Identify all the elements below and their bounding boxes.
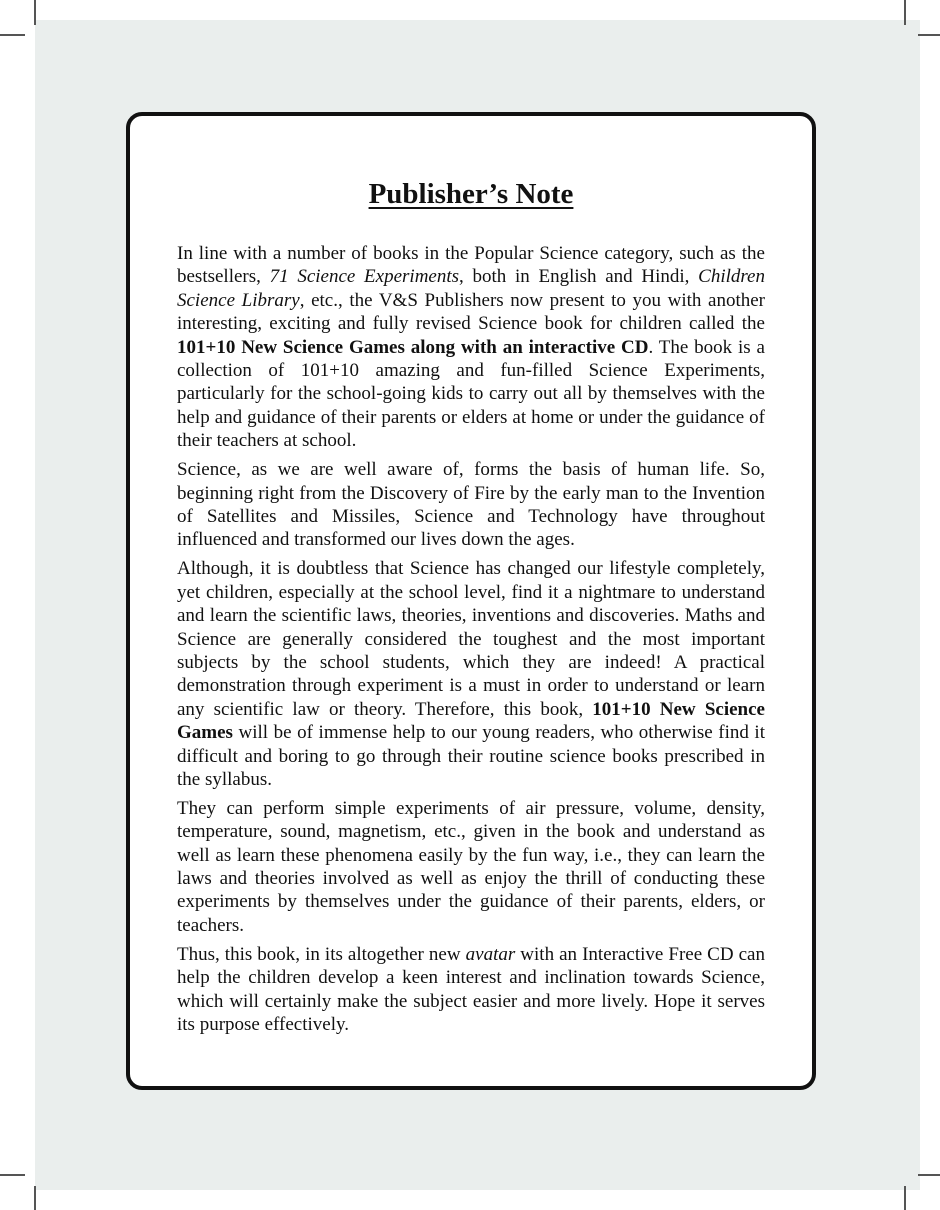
text-run: , both in English and Hindi,	[459, 266, 699, 288]
bold-text: 101+10 New Science Games along with an interactive CD	[177, 336, 649, 358]
text-run: Thus, this book, in its altogether new	[177, 943, 466, 965]
text-run: Although, it is doubtless that Science has changed our lifestyle completely, yet children, especially at the school level, find it a nightmare to understand and learn the scientific laws, theories, inventions and discoveries. Maths and Science are generally considered the toughest and the most important subjects by the school students, which they are indeed! A practical demonstration through experiment is a must in order to understand or learn any scientific law or theory. Therefore, this book,	[177, 558, 765, 720]
note-frame	[126, 112, 816, 1090]
crop-mark	[34, 0, 36, 25]
text-run: will be of immense help to our young readers, who otherwise find it difficult and boring to go through their routine science books prescribed in the syllabus.	[177, 722, 765, 790]
text-run: They can perform simple experiments of air pressure, volume, density, temperature, sound, magnetism, etc., given in the book and understand as well as learn these phenomena easily by the fun way, i.e., they can learn the laws and theories involved as well as enjoy the thrill of conducting these experiments by themselves under the guidance of their parents, elders, or teachers.	[177, 797, 765, 936]
text-run: In line with a number of books in the Popular Science category, such as the bestsellers,	[177, 243, 765, 288]
crop-mark	[0, 1174, 25, 1176]
paragraph	[177, 943, 765, 1037]
paragraph	[177, 458, 765, 552]
crop-mark	[918, 34, 940, 36]
text-run: . The book is a collection of 101+10 amazing and fun-filled Science Experiments, particularly for the school-going kids to carry out all by themselves with the help and guidance of their parents or elders at home or under the guidance of their teachers at school.	[177, 336, 765, 452]
paragraph	[177, 797, 765, 937]
page-title: Publisher’s Note	[368, 178, 574, 210]
paragraph	[177, 242, 765, 453]
crop-mark	[0, 34, 25, 36]
italic-text: avatar	[465, 943, 516, 965]
crop-mark	[904, 0, 906, 25]
italic-text: 71 Science Experiments	[269, 266, 460, 288]
italic-text: Children Science Library	[177, 266, 765, 311]
crop-mark	[904, 1186, 906, 1210]
text-run: Science, as we are well aware of, forms the basis of human life. So, beginning right from the Discovery of Fire by the early man to the Invention of Satellites and Missiles, Science and Technology have throughout influenced and transformed our lives down the ages.	[177, 459, 765, 551]
text-run: , etc., the V&S Publishers now present to you with another interesting, exciting and fully revised Science book for children called the	[177, 289, 766, 335]
crop-mark	[918, 1174, 940, 1176]
note-body	[177, 242, 765, 1042]
text-run: with an Interactive Free CD can help the children develop a keen interest and inclination towards Science, which will certainly make the subject easier and more lively. Hope it serves its purpose effectively.	[177, 943, 765, 1035]
paragraph	[177, 557, 765, 791]
crop-mark	[34, 1186, 36, 1210]
bold-text: 101+10 New Science Games	[177, 698, 765, 744]
